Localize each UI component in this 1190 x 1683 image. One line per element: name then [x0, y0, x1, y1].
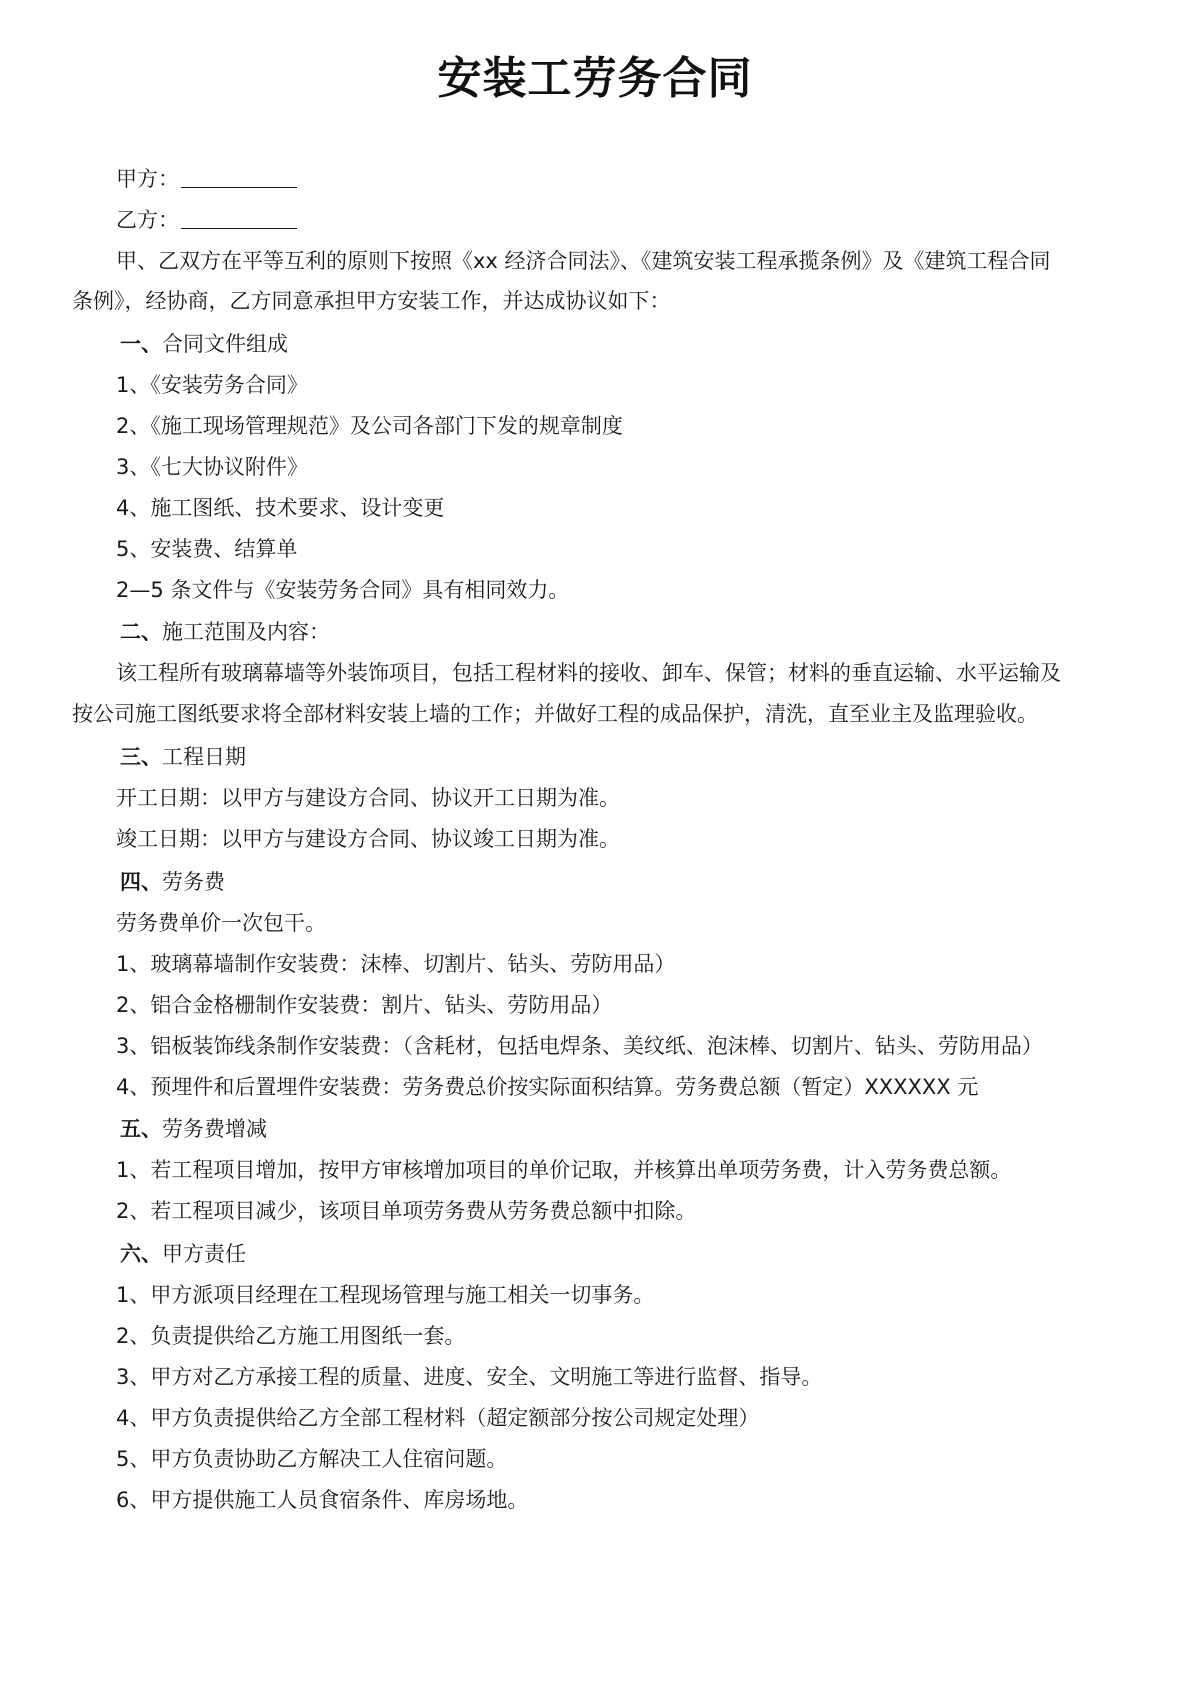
- list-item: 3、《七大协议附件》: [116, 455, 308, 479]
- party-b-blank: [181, 204, 297, 229]
- section-title: 甲方责任: [162, 1242, 246, 1266]
- section-heading: [120, 739, 246, 775]
- section-heading: [120, 1236, 246, 1272]
- list-item: 竣工日期：以甲方与建设方合同、协议竣工日期为准。: [116, 827, 620, 851]
- list-item: 2、《施工现场管理规范》及公司各部门下发的规章制度: [116, 414, 623, 438]
- list-item: 1、玻璃幕墙制作安装费：沫棒、切割片、钻头、劳防用品）: [116, 952, 676, 976]
- list-item: 1、若工程项目增加，按甲方审核增加项目的单价记取，并核算出单项劳务费，计入劳务费总额。: [116, 1158, 1012, 1182]
- party-a-blank: [181, 163, 297, 188]
- list-item: 2—5 条文件与《安装劳务合同》具有相同效力。: [116, 578, 570, 602]
- section-number: 二、: [120, 620, 162, 644]
- list-item: 1、甲方派项目经理在工程现场管理与施工相关一切事务。: [116, 1283, 655, 1307]
- party-b-line: [116, 202, 297, 238]
- list-item: 4、施工图纸、技术要求、设计变更: [116, 496, 445, 520]
- section-heading: [120, 614, 330, 650]
- document-title: 安装工劳务合同: [437, 53, 753, 104]
- list-item: 4、预埋件和后置埋件安装费：劳务费总价按实际面积结算。劳务费总额（暂定）XXXXXX 元: [116, 1075, 979, 1099]
- section-title: 工程日期: [162, 745, 246, 769]
- section-heading: [120, 326, 288, 362]
- section-title: 劳务费: [162, 870, 225, 894]
- section-title: 施工范围及内容：: [162, 620, 330, 644]
- section-number: 三、: [120, 745, 162, 769]
- intro-line-2: 条例》，经协商，乙方同意承担甲方安装工作，并达成协议如下：: [72, 289, 671, 313]
- section-number: 一、: [120, 332, 162, 356]
- party-a-label: 甲方：: [116, 167, 179, 191]
- list-item: 4、甲方负责提供给乙方全部工程材料（超定额部分按公司规定处理）: [116, 1406, 760, 1430]
- list-item: 5、安装费、结算单: [116, 537, 298, 561]
- section-number: 五、: [120, 1117, 162, 1141]
- list-item: 2、负责提供给乙方施工用图纸一套。: [116, 1324, 466, 1348]
- list-item: 2、若工程项目减少，该项目单项劳务费从劳务费总额中扣除。: [116, 1199, 697, 1223]
- paragraph-line: 该工程所有玻璃幕墙等外装饰项目，包括工程材料的接收、卸车、保管；材料的垂直运输、水平运输及: [116, 661, 1061, 685]
- section-number: 四、: [120, 870, 162, 894]
- section-title: 劳务费增减: [162, 1117, 267, 1141]
- section-title: 合同文件组成: [162, 332, 288, 356]
- list-item: 劳务费单价一次包干。: [116, 911, 326, 935]
- list-item: 3、甲方对乙方承接工程的质量、进度、安全、文明施工等进行监督、指导。: [116, 1365, 823, 1389]
- intro-line-1: 甲、乙双方在平等互利的原则下按照《xx 经济合同法》、《建筑安装工程承揽条例》及《建筑工程合同: [116, 249, 1051, 273]
- list-item: 开工日期：以甲方与建设方合同、协议开工日期为准。: [116, 786, 620, 810]
- section-heading: [120, 1111, 267, 1147]
- list-item: 1、《安装劳务合同》: [116, 373, 308, 397]
- list-item: 3、铝板装饰线条制作安装费：（含耗材，包括电焊条、美纹纸、泡沫棒、切割片、钻头、劳防用品）: [116, 1034, 1043, 1058]
- paragraph-line: 按公司施工图纸要求将全部材料安装上墙的工作；并做好工程的成品保护，清洗，直至业主及监理验收。: [72, 702, 1038, 726]
- section-heading: [120, 864, 225, 900]
- party-a-line: [116, 161, 297, 197]
- section-number: 六、: [120, 1242, 162, 1266]
- party-b-label: 乙方：: [116, 208, 179, 232]
- list-item: 2、铝合金格栅制作安装费：割片、钻头、劳防用品）: [116, 993, 613, 1017]
- list-item: 5、甲方负责协助乙方解决工人住宿问题。: [116, 1447, 508, 1471]
- list-item: 6、甲方提供施工人员食宿条件、库房场地。: [116, 1488, 529, 1512]
